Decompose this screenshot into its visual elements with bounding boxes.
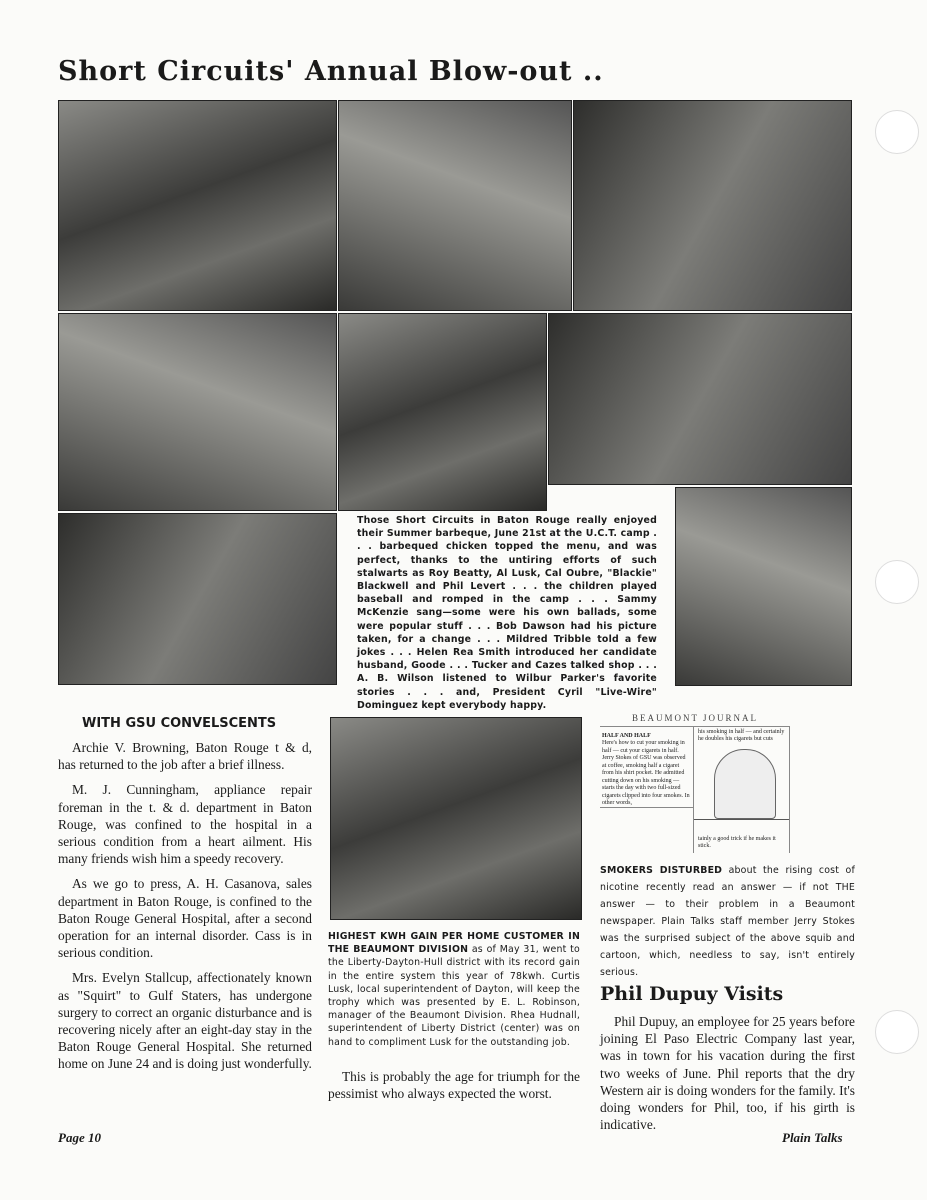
photo-seated-crowd [548,313,852,485]
publication-name: Plain Talks [782,1130,843,1145]
photo-children-table [58,513,337,685]
punch-hole [875,1010,919,1054]
paragraph: Phil Dupuy, an employee for 25 years before joining El Paso Electric Company last year, was in town for his vacation during the first two weeks of June. Phil reports that the dry Western air is doing wonders for the family. It's doing wonders for Phil, too, if his girth is indicative. [600,1014,855,1133]
photo-caption: Those Short Circuits in Baton Rouge really enjoyed their Summer barbeque, June 21st at the U.C.T. camp . . . barbequed chicken topped the menu, and was perfect, thanks to the untiring efforts of such stalwarts as Roy Beatty, Al Lusk, Cal Oubre, "Blackie" Blackwell and Phil Levert . . . the children played baseball and romped in the camp . . . Sammy McKenzie sang—some were his own ballads, some were popular stuff . . . Bob Dawson had his picture taken, for a change . . . Mildred Tribble told a few jokes . . . Helen Rea Smith introduced her candidate husband, Goode . . . Tucker and Cazes talked shop . . . A. B. Wilson listened to Wilbur Parker's favorite stories . . . and, President Cyril "Live-Wire" Dominguez kept everybody happy. [357,515,658,711]
paragraph: As we go to press, A. H. Casanova, sales department in Baton Rouge, is confined to the Baton Rouge General Hospital, after a second operation for an internal disorder. Cass is in serious condition. [58,876,312,961]
punch-hole [875,110,919,154]
kwh-lead: HIGHEST KWH GAIN PER HOME CUSTOMER IN THE BEAUMONT DIVISION [328,931,580,956]
photo-swings [58,313,337,511]
clipping-right-top: his smoking in half — and certainly he doubles his cigarets but cuts [698,728,785,742]
photo-men-standing [338,313,547,511]
photo-group-smiling [573,100,852,311]
smokers-lead: SMOKERS DISTURBED [600,865,723,876]
smokers-text: about the rising cost of nicotine recently read an answer — if not THE answer — to their problem in a Beaumont newspaper. Plain Talks staff member Jerry Stokes was the surprised subject of the above squib and cartoon, which, needless to say, isn't entirely serious. [600,865,855,978]
photo-three-people [675,487,852,686]
paragraph: Mrs. Evelyn Stallcup, affectionately known as "Squirt" to Gulf Staters, has undergone surgery to correct an organic disturbance and is recovering nicely after an eight-day stay in the Baton Rouge General Hospital. She returned home on June 24 and is doing just wonderfully. [58,970,312,1072]
smokers-article [600,862,855,981]
page-number: Page 10 [58,1130,101,1145]
page-title: Short Circuits' Annual Blow-out .. [58,56,604,87]
punch-hole [875,560,919,604]
filler-text [328,1068,580,1110]
paragraph: Archie V. Browning, Baton Rouge t & d, has returned to the job after a brief illness. [58,740,312,773]
convalescents-heading: WITH GSU CONVELSCENTS [82,716,277,731]
convalescents-article [58,716,312,1081]
photo-picnic-tables [338,100,572,311]
clipping-masthead: BEAUMONT JOURNAL [631,713,759,723]
dupuy-article [600,1013,855,1141]
paragraph: This is probably the age for triumph for the pessimist who always expected the worst. [328,1069,580,1102]
kwh-text: as of May 31, went to the Liberty-Dayton-Hull district with its record gain in the entire system this year of 78kwh. Curtis Lusk, local superintendent of Dayton, will keep the trophy which was presented by E. L. Robinson, manager of the Beaumont Division. Rhea Hudnall, superintendent of Liberty District (center) was on hand to compliment Lusk for the outstanding job. [328,944,580,1048]
clipping-heading: HALF AND HALF [602,732,651,739]
kwh-caption [328,930,580,1049]
photo-cooks [58,100,337,311]
newspaper-clipping [600,715,790,855]
clipping-text: Here's how to cut your smoking in half — cut your cigarets in half. Jerry Stokes of GSU was observed at coffee, smoking half a cigaret from his shirt pocket. He admitted cutting down on his smoking — starts the day with two full-sized cigarets clipped into four smokes. In other words, [602,740,690,806]
photo-trophy-presentation [330,717,582,920]
cartoon-man-drawing [714,749,776,819]
dupuy-heading: Phil Dupuy Visits [600,983,784,1005]
clipping-right-bottom: tainly a good trick if he makes it stick. [698,835,776,849]
paragraph: M. J. Cunningham, appliance repair foreman in the t. & d. department in Baton Rouge, was confined to the hospital in a serious condition from a heart ailment. His many friends wish him a speedy recovery. [58,782,312,867]
